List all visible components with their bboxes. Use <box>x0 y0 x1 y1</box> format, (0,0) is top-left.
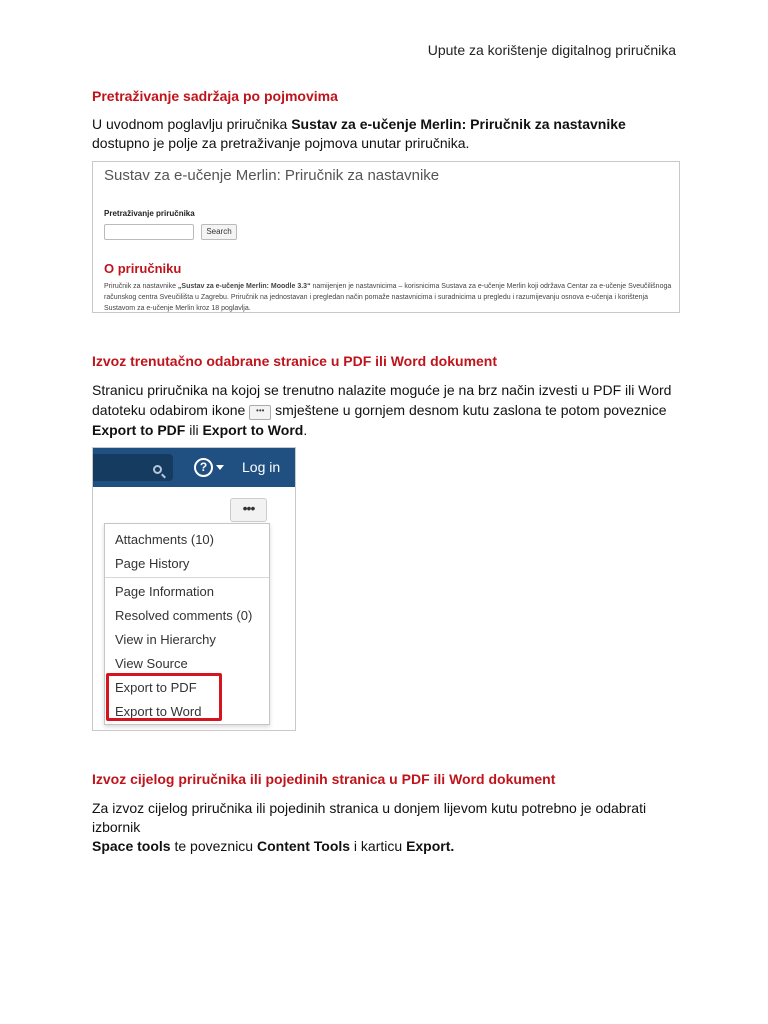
section-heading-search: Pretraživanje sadržaja po pojmovima <box>92 88 338 104</box>
help-icon[interactable]: ? <box>194 458 213 477</box>
menu-item-view-source[interactable]: View Source <box>115 656 188 671</box>
search-input[interactable] <box>104 224 194 240</box>
more-actions-button[interactable]: ••• <box>230 498 267 522</box>
menu-item-page-information[interactable]: Page Information <box>115 584 215 599</box>
more-options-icon: ••• <box>249 405 271 420</box>
menu-item-export-word[interactable]: Export to Word <box>115 704 202 719</box>
menu-item-view-hierarchy[interactable]: View in Hierarchy <box>115 632 216 647</box>
section-heading-export-page: Izvoz trenutačno odabrane stranice u PDF ili Word dokument <box>92 353 498 369</box>
login-link[interactable]: Log in <box>242 459 281 475</box>
section-heading-export-whole: Izvoz cijelog priručnika ili pojedinih stranica u PDF ili Word dokument <box>92 771 556 787</box>
menu-item-export-pdf[interactable]: Export to PDF <box>115 680 197 695</box>
page-title: Sustav za e-učenje Merlin: Priručnik za nastavnike <box>104 167 440 184</box>
paragraph-export-page: Stranicu priručnika na kojoj se trenutno nalazite moguće je na brz način izvesti u PDF ili Word datoteku odabirom ikone ••• smještene u gornjem desnom kutu zaslona te potom poveznice Export to PDF ili Export to Word. <box>92 382 672 438</box>
paragraph-search: U uvodnom poglavlju priručnika Sustav za e-učenje Merlin: Priručnik za nastavnike dostupno je polje za pretraživanje pojmova unutar priručnika. <box>92 116 626 151</box>
highlight-box <box>106 673 222 721</box>
menu-divider <box>105 577 269 578</box>
screenshot-export-menu <box>92 447 296 731</box>
header-search-box[interactable] <box>93 454 173 481</box>
about-heading: O priručniku <box>104 261 182 276</box>
document-header: Upute za korištenje digitalnog priručnika <box>427 42 676 58</box>
menu-item-page-history[interactable]: Page History <box>115 556 190 571</box>
chevron-down-icon <box>216 465 224 470</box>
paragraph-export-whole: Za izvoz cijelog priručnika ili pojedinih stranica u donjem lijevom kutu potrebno je odabrati izbornik Space tools te poveznicu Content Tools i karticu Export. <box>92 800 647 854</box>
search-label: Pretraživanje priručnika <box>104 209 195 218</box>
about-text: Priručnik za nastavnike „Sustav za e-učenje Merlin: Moodle 3.3“ namijenjen je nastavnicima – korisnicima Sustava za e-učenje Merlin koji održava Centar za e-učenje Sveučilišnoga računskog centra Sveučilišta u Zagrebu. Priručnik na jednostavan i pregledan način pomaže nastavnicima i suradnicima u pregledu i razumijevanju osnova e-učenja i korištenja Sustavom za e-učenje Merlin kroz 18 poglavlja. <box>104 283 672 312</box>
screenshot-search-page <box>92 161 680 313</box>
menu-item-resolved-comments[interactable]: Resolved comments (0) <box>115 608 253 623</box>
search-icon <box>153 465 162 474</box>
menu-item-attachments[interactable]: Attachments (10) <box>115 532 214 547</box>
top-navigation-bar <box>93 448 295 487</box>
search-button[interactable]: Search <box>201 224 237 240</box>
